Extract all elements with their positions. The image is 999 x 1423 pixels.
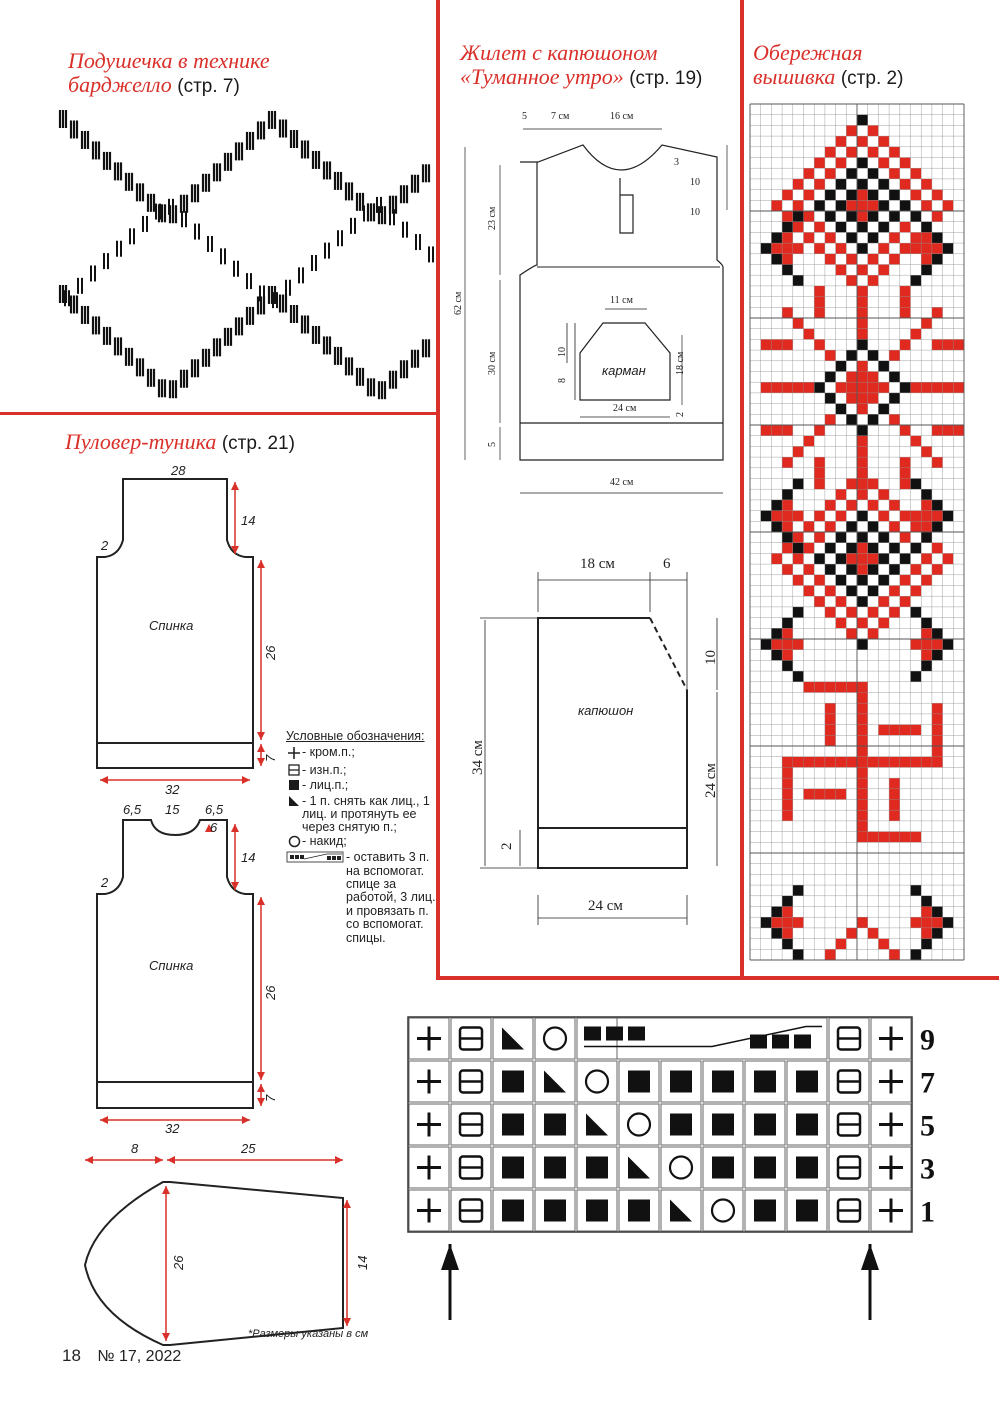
- hood-dim-right: 24 см: [703, 763, 719, 798]
- chart-row-number: 5: [920, 1109, 935, 1143]
- legend-text-selvage: - кром.п.;: [302, 745, 355, 760]
- legend-title: Условные обозначения:: [286, 729, 425, 743]
- hood-label: капюшон: [578, 703, 634, 718]
- sleeve-dim-cap-height: 26: [171, 1255, 186, 1270]
- pocket-dim-left2: 8: [557, 378, 568, 383]
- pillow-page-ref: (стр. 7): [177, 76, 240, 97]
- back1-dim-width: 32: [165, 782, 180, 797]
- legend-item-yarnover: [286, 835, 436, 851]
- divider-horizontal-left: [0, 412, 440, 415]
- pillow-title-line2: барджелло: [68, 72, 172, 97]
- size-note: *Размеры указаны в см: [248, 1328, 369, 1340]
- vest-page-ref: (стр. 19): [629, 68, 703, 89]
- filled-square-icon: [286, 779, 302, 794]
- vest-dim-j: 5: [487, 442, 498, 447]
- pocket-dim-right: 18 см: [675, 351, 686, 375]
- legend-item-cable: [286, 851, 436, 945]
- chart-row-number: 1: [920, 1195, 935, 1229]
- legend-text-cable: - оставить 3 п. на вспомогат. спице за работой, 3 лиц. и провязать п. со вспомогат. спицы.: [346, 850, 436, 945]
- legend-item-purl: [286, 764, 436, 779]
- hood-dim-bottom-left: 2: [499, 842, 515, 850]
- legend-text-knit: - лиц.п.;: [302, 778, 349, 793]
- back2-dim-top-left: 6,5: [123, 802, 142, 817]
- back1-dim-side: 26: [263, 645, 278, 660]
- back2-dim-top-mid: 15: [165, 802, 180, 817]
- arrow-up-icon: [861, 1244, 879, 1320]
- pocket-dim-left1: 10: [557, 347, 568, 357]
- triangle-icon: [286, 795, 302, 810]
- knitting-chart: [405, 1014, 965, 1314]
- tunic-title: [65, 430, 295, 456]
- hood-dim-bottom: 24 см: [588, 898, 623, 914]
- back1-label: Спинка: [149, 618, 194, 633]
- tunic-title-text: Пуловер-туника: [65, 429, 217, 454]
- issue-number: № 17, 2022: [97, 1348, 182, 1365]
- footer: [62, 1346, 181, 1366]
- embroidery-title: [753, 41, 903, 91]
- pocket-dim-top: 11 см: [610, 295, 633, 306]
- pocket-label: карман: [602, 363, 646, 378]
- back1-dim-top: 28: [171, 463, 186, 478]
- vest-dim-d: 3: [674, 157, 679, 168]
- back2-dim-hem: 7: [263, 1094, 278, 1102]
- vest-title-line2: «Туманное утро»: [460, 64, 624, 89]
- legend-text-decrease: - 1 п. снять как лиц., 1 лиц. и протянуть ее через снятую п.;: [302, 793, 430, 835]
- vest-dim-f: 10: [690, 207, 700, 218]
- back2-label: Спинка: [149, 958, 194, 973]
- embroidery-title-line2: вышивка: [753, 64, 836, 89]
- vest-dim-h: 62 см: [453, 291, 464, 315]
- back1-dim-neck: 14: [241, 513, 256, 528]
- bargello-pattern: [55, 100, 435, 400]
- sleeve-dim-length: 25: [241, 1141, 256, 1156]
- back2-dim-width: 32: [165, 1121, 180, 1136]
- back2-dim-neck: 14: [241, 850, 256, 865]
- vest-pocket-outline: [580, 323, 670, 400]
- legend-item-selvage: [286, 746, 436, 763]
- vest-title: [460, 41, 702, 91]
- embroidery-page-ref: (стр. 2): [840, 68, 904, 89]
- vest-dim-b: 7 см: [551, 111, 570, 122]
- vest-pattern: [455, 105, 745, 505]
- vest-dim-k: 42 см: [610, 477, 634, 488]
- pillow-title: [68, 49, 270, 99]
- circle-icon: [286, 835, 302, 851]
- cable-icon: [286, 851, 346, 866]
- legend-item-knit: [286, 779, 436, 794]
- minus-box-icon: [286, 764, 302, 779]
- legend-item-decrease: [286, 795, 436, 835]
- embroidery-title-line1: Обережная: [753, 40, 863, 65]
- back2-dim-side: 26: [263, 985, 278, 1000]
- vest-title-line1: Жилет с капюшоном: [460, 40, 658, 65]
- back1-dim-corner: 2: [101, 538, 109, 553]
- chart-row-number: 3: [920, 1152, 935, 1186]
- legend-text-purl: - изн.п.;: [302, 762, 347, 777]
- legend: [286, 730, 436, 945]
- tunic-page-ref: (стр. 21): [221, 433, 295, 454]
- back2-dim-small: 6: [210, 820, 218, 835]
- vest-dim-i: 30 см: [487, 351, 498, 375]
- hood-dim-top-right: 6: [663, 556, 671, 572]
- sleeve-dim-cuff: 14: [355, 1255, 370, 1270]
- divider-horizontal-right: [436, 976, 999, 980]
- vest-dim-a: 5: [522, 111, 527, 122]
- pocket-dim-bottom: 24 см: [613, 403, 637, 414]
- hood-pattern: [465, 550, 725, 930]
- sleeve-dim-cap-width: 8: [131, 1141, 139, 1156]
- vest-dim-g: 23 см: [487, 206, 498, 230]
- sleeve-outline: [85, 1182, 343, 1345]
- divider-vertical-1: [436, 0, 440, 980]
- pillow-title-line1: Подушечка в технике: [68, 48, 270, 73]
- chart-row-number: 7: [920, 1066, 935, 1100]
- hood-outline: [538, 618, 687, 868]
- vest-dim-e: 10: [690, 177, 700, 188]
- plus-icon: [286, 746, 302, 763]
- back1-dim-hem: 7: [263, 754, 278, 762]
- legend-text-yarnover: - накид;: [302, 833, 347, 848]
- page-number: 18: [62, 1346, 81, 1365]
- hood-dim-top: 18 см: [580, 556, 615, 572]
- vest-dim-c: 16 см: [610, 111, 634, 122]
- arrow-up-icon: [441, 1244, 459, 1320]
- back2-dim-top-right: 6,5: [205, 802, 224, 817]
- chart-row-number: 9: [920, 1023, 935, 1057]
- embroidery-grid: [750, 104, 965, 966]
- hood-dim-left: 34 см: [470, 740, 486, 775]
- back2-dim-corner: 2: [101, 875, 109, 890]
- pocket-dim-gap: 2: [675, 412, 686, 417]
- hood-dim-right-top: 10: [703, 650, 719, 665]
